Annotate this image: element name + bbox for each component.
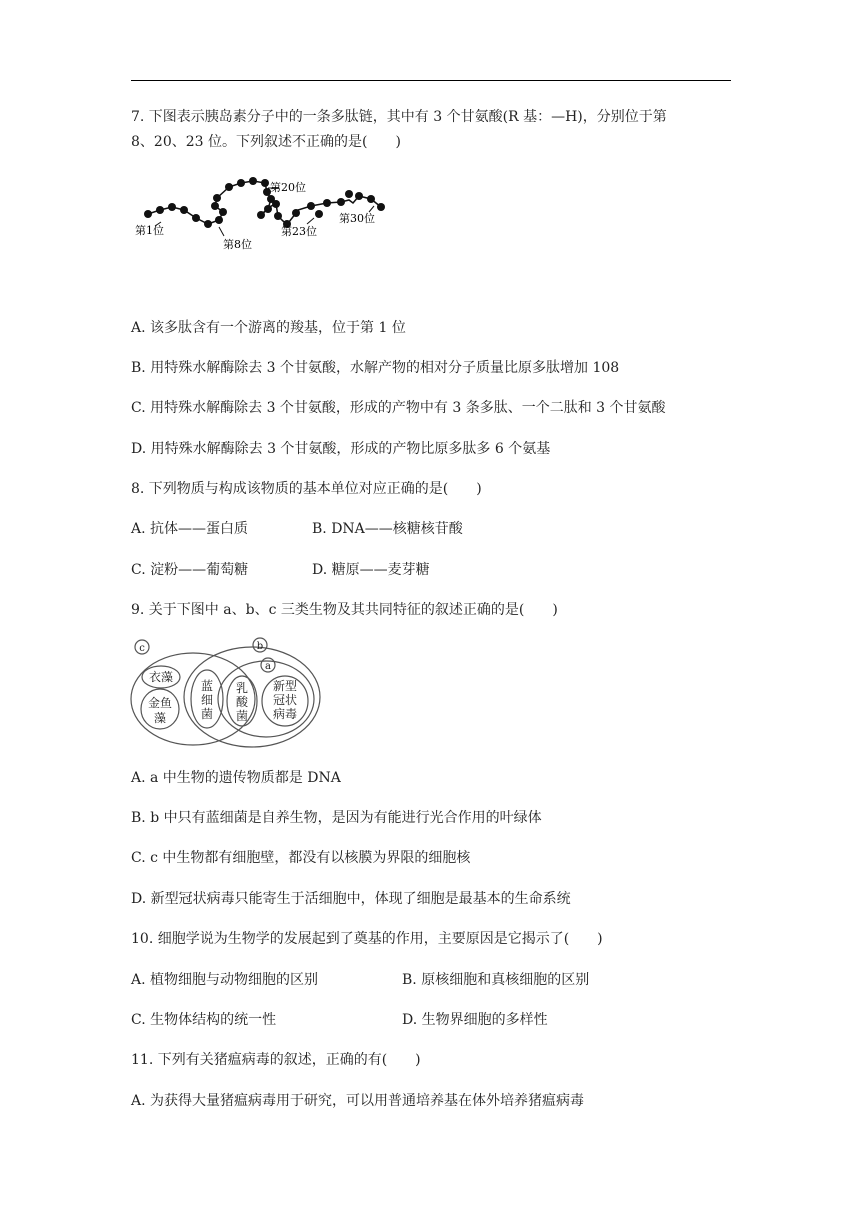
label-lactic-1: 乳 bbox=[235, 681, 249, 695]
venn-diagram-figure bbox=[128, 635, 328, 753]
q7-option-d: D. 用特殊水解酶除去 3 个甘氨酸，形成的产物比原多肽多 6 个氨基 bbox=[131, 441, 551, 457]
q9-option-d: D. 新型冠状病毒只能寄生于活细胞中，体现了细胞是最基本的生命系统 bbox=[131, 891, 571, 907]
label-pos30: 第30位 bbox=[339, 212, 375, 225]
q9-option-c: C. c 中生物都有细胞壁，都没有以核膜为界限的细胞核 bbox=[131, 850, 471, 866]
q8-option-b: B. DNA——核糖核苷酸 bbox=[312, 521, 463, 537]
q7-stem-line2: 8、20、23 位。下列叙述不正确的是( ) bbox=[131, 134, 401, 150]
q9-option-b: B. b 中只有蓝细菌是自养生物，是因为有能进行光合作用的叶绿体 bbox=[131, 810, 542, 826]
q7-option-b: B. 用特殊水解酶除去 3 个甘氨酸，水解产物的相对分子质量比原多肽增加 108 bbox=[131, 360, 620, 376]
label-pos8: 第8位 bbox=[223, 238, 252, 251]
header-rule bbox=[131, 80, 731, 81]
q7-option-c: C. 用特殊水解酶除去 3 个甘氨酸，形成的产物中有 3 条多肽、一个二肽和 3 个甘氨酸 bbox=[131, 400, 666, 416]
label-lactic-2: 酸 bbox=[235, 695, 249, 709]
q10-option-d: D. 生物界细胞的多样性 bbox=[402, 1012, 548, 1028]
label-pos20: 第20位 bbox=[270, 181, 306, 194]
label-euglena-1: 金鱼 bbox=[147, 696, 173, 710]
label-cyano-2: 细 bbox=[200, 693, 214, 707]
label-lichen: 衣藻 bbox=[148, 670, 174, 684]
label-euglena-2: 藻 bbox=[153, 711, 167, 725]
q9-stem: 9. 关于下图中 a、b、c 三类生物及其共同特征的叙述正确的是( ) bbox=[131, 602, 558, 618]
q8-option-a: A. 抗体——蛋白质 bbox=[131, 521, 249, 537]
label-lactic-3: 菌 bbox=[235, 709, 249, 723]
q10-stem: 10. 细胞学说为生物学的发展起到了奠基的作用，主要原因是它揭示了( ) bbox=[131, 931, 603, 947]
q10-option-b: B. 原核细胞和真核细胞的区别 bbox=[402, 972, 590, 988]
label-pos23: 第23位 bbox=[281, 225, 317, 238]
q8-option-c: C. 淀粉——葡萄糖 bbox=[131, 562, 249, 578]
label-b: b bbox=[256, 641, 264, 652]
q10-option-c: C. 生物体结构的统一性 bbox=[131, 1012, 277, 1028]
label-c: c bbox=[139, 643, 145, 654]
label-virus-3: 病毒 bbox=[272, 707, 298, 721]
label-virus-2: 冠状 bbox=[272, 693, 298, 707]
q10-option-a: A. 植物细胞与动物细胞的区别 bbox=[131, 972, 319, 988]
q7-stem-line1: 7. 下图表示胰岛素分子中的一条多肽链，其中有 3 个甘氨酸(R 基：—H)，分别位于第 bbox=[131, 109, 667, 125]
label-virus-1: 新型 bbox=[272, 679, 298, 693]
label-cyano-1: 蓝 bbox=[200, 679, 214, 693]
label-cyano-3: 菌 bbox=[200, 707, 214, 721]
q8-stem: 8. 下列物质与构成该物质的基本单位对应正确的是( ) bbox=[131, 481, 482, 497]
q7-option-a: A. 该多肽含有一个游离的羧基，位于第 1 位 bbox=[131, 320, 406, 336]
q9-option-a: A. a 中生物的遗传物质都是 DNA bbox=[131, 770, 341, 786]
polypeptide-chain-figure bbox=[131, 174, 391, 258]
q11-option-a: A. 为获得大量猪瘟病毒用于研究，可以用普通培养基在体外培养猪瘟病毒 bbox=[131, 1093, 585, 1109]
circle-a bbox=[218, 661, 314, 737]
q8-option-d: D. 糖原——麦芽糖 bbox=[312, 562, 430, 578]
label-a: a bbox=[265, 661, 271, 672]
q11-stem: 11. 下列有关猪瘟病毒的叙述，正确的有( ) bbox=[131, 1052, 421, 1068]
label-pos1: 第1位 bbox=[135, 224, 164, 237]
